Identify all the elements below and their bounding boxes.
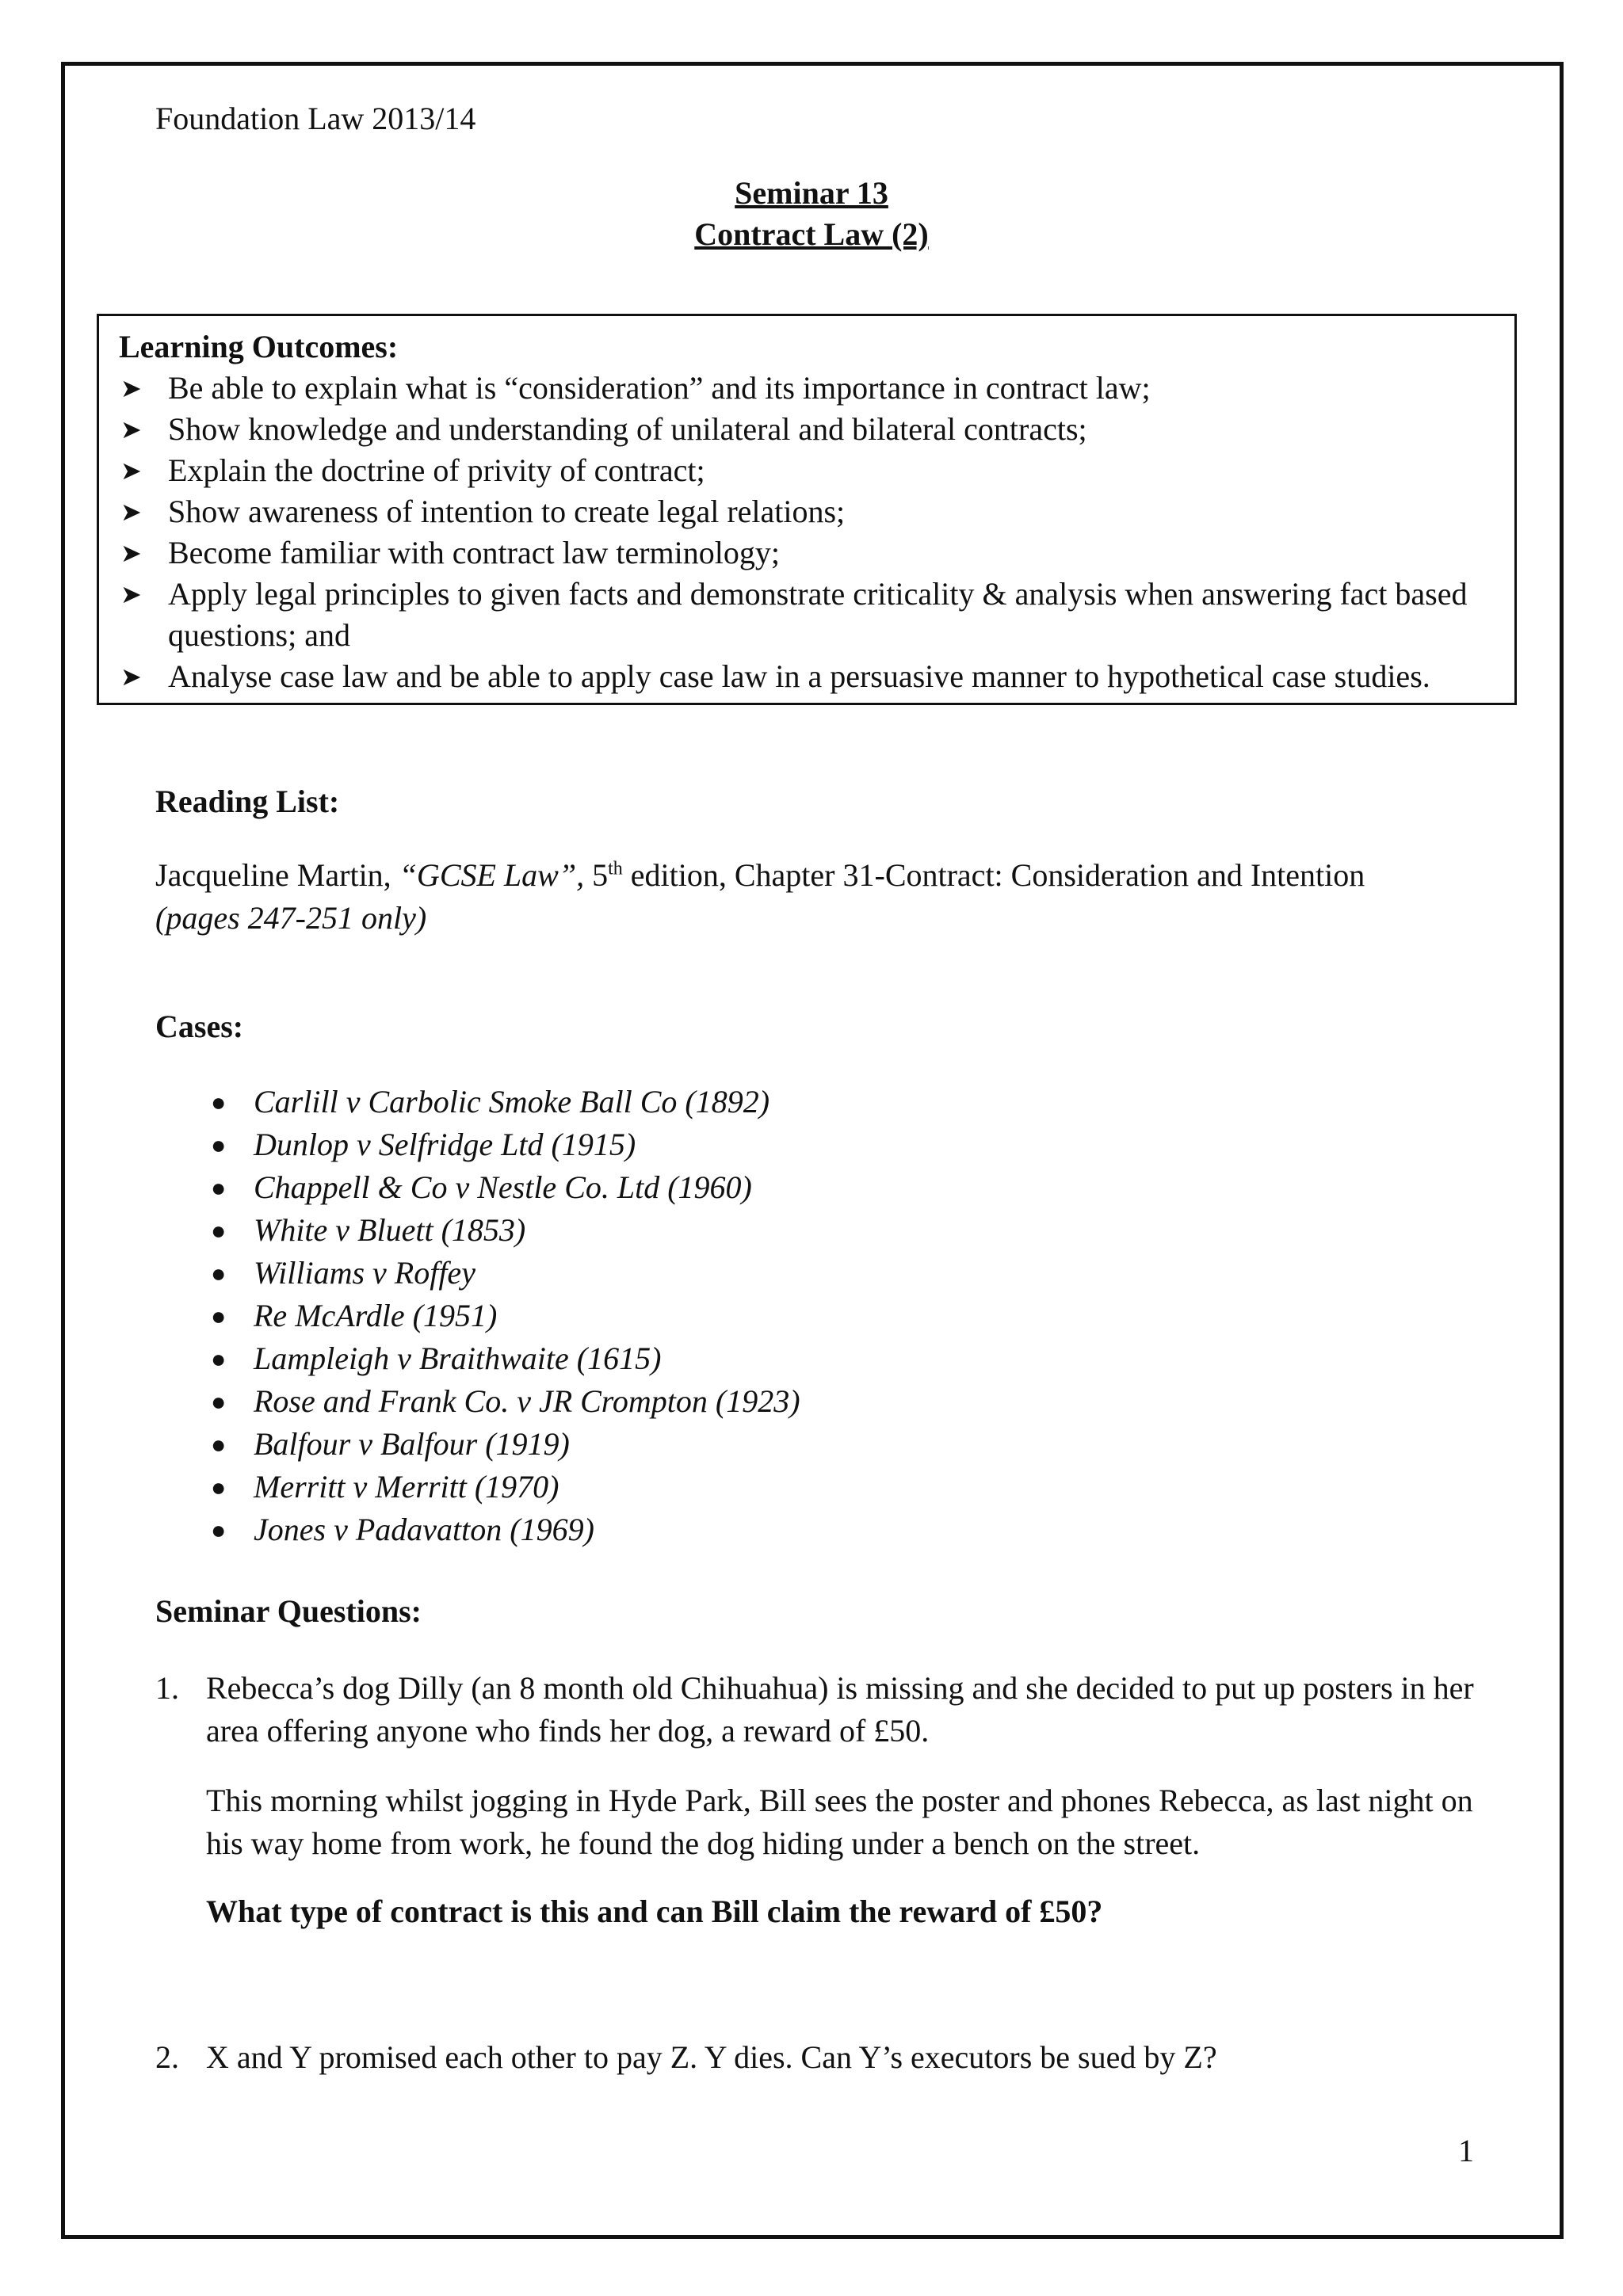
list-item: ● Balfour v Balfour (1919) <box>155 1423 800 1466</box>
disc-bullet-icon: ● <box>211 1259 227 1287</box>
list-item: ➤ Become familiar with contract law terminology; <box>119 532 1498 574</box>
page-number: 1 <box>1458 2133 1474 2168</box>
arrow-bullet-icon: ➤ <box>120 456 142 485</box>
reading-edition-suffix: th <box>608 858 623 879</box>
list-item: ● Carlill v Carbolic Smoke Ball Co (1892) <box>155 1081 800 1123</box>
disc-bullet-icon: ● <box>211 1516 227 1544</box>
course-header: Foundation Law 2013/14 <box>155 101 476 136</box>
disc-bullet-icon: ● <box>211 1302 227 1330</box>
list-item: ● Chappell & Co v Nestle Co. Ltd (1960) <box>155 1166 800 1209</box>
reading-book-title: “GCSE Law”, <box>399 857 585 893</box>
page-title <box>0 173 1623 255</box>
list-item: ➤ Be able to explain what is “consideration” and its importance in contract law; <box>119 368 1498 409</box>
seminar-topic: Contract Law (2) <box>694 216 929 252</box>
list-item: ➤ Apply legal principles to given facts and demonstrate criticality & analysis when answering fact based questions; and <box>119 574 1498 656</box>
reading-pages: (pages 247-251 only) <box>155 900 427 936</box>
arrow-bullet-icon: ➤ <box>120 374 142 402</box>
list-item: ➤ Show awareness of intention to create legal relations; <box>119 491 1498 532</box>
list-item: ➤ Explain the doctrine of privity of contract; <box>119 450 1498 491</box>
reading-chapter: edition, Chapter 31-Contract: Consideration and Intention <box>622 857 1365 893</box>
list-item: ● Williams v Roffey <box>155 1252 800 1295</box>
cases-list <box>155 1081 800 1551</box>
list-item: ● Merritt v Merritt (1970) <box>155 1466 800 1508</box>
list-item: ● Re McArdle (1951) <box>155 1295 800 1337</box>
reading-author: Jacqueline Martin, <box>155 857 399 893</box>
disc-bullet-icon: ● <box>211 1430 227 1459</box>
disc-bullet-icon: ● <box>211 1344 227 1373</box>
cases-heading: Cases: <box>155 1009 244 1044</box>
question-1-scenario: This morning whilst jogging in Hyde Park, Bill sees the poster and phones Rebecca, as last night on his way home from work, he found the dog hiding under a bench on the street. <box>206 1783 1473 1861</box>
reading-edition-number: 5 <box>584 857 609 893</box>
disc-bullet-icon: ● <box>211 1216 227 1245</box>
list-item: ● Dunlop v Selfridge Ltd (1915) <box>155 1123 800 1166</box>
list-item: ● Lampleigh v Braithwaite (1615) <box>155 1337 800 1380</box>
disc-bullet-icon: ● <box>211 1473 227 1501</box>
list-item: ● Jones v Padavatton (1969) <box>155 1508 800 1551</box>
arrow-bullet-icon: ➤ <box>120 498 142 526</box>
arrow-bullet-icon: ➤ <box>120 539 142 567</box>
disc-bullet-icon: ● <box>211 1131 227 1159</box>
question-number: 1. <box>155 1670 179 1706</box>
disc-bullet-icon: ● <box>211 1088 227 1116</box>
list-item: ● White v Bluett (1853) <box>155 1209 800 1252</box>
seminar-number: Seminar 13 <box>735 175 888 211</box>
question-2-text: X and Y promised each other to pay Z. Y dies. Can Y’s executors be sued by Z? <box>206 2039 1217 2075</box>
list-item: ● Rose and Frank Co. v JR Crompton (1923) <box>155 1380 800 1423</box>
learning-outcomes-heading: Learning Outcomes: <box>119 329 399 364</box>
question-1-text: Rebecca’s dog Dilly (an 8 month old Chihuahua) is missing and she decided to put up posters in her area offering anyone who finds her dog, a reward of £50. <box>206 1670 1474 1749</box>
arrow-bullet-icon: ➤ <box>120 415 142 444</box>
question-1-prompt: What type of contract is this and can Bill claim the reward of £50? <box>206 1894 1103 1929</box>
arrow-bullet-icon: ➤ <box>120 662 142 691</box>
disc-bullet-icon: ● <box>211 1387 227 1416</box>
reading-list-entry <box>155 854 1487 940</box>
list-item: ➤ Show knowledge and understanding of unilateral and bilateral contracts; <box>119 409 1498 450</box>
arrow-bullet-icon: ➤ <box>120 580 142 608</box>
disc-bullet-icon: ● <box>211 1173 227 1202</box>
seminar-questions-heading: Seminar Questions: <box>155 1593 422 1629</box>
reading-list-heading: Reading List: <box>155 784 340 819</box>
question-number: 2. <box>155 2039 179 2075</box>
list-item: ➤ Analyse case law and be able to apply case law in a persuasive manner to hypothetical case studies. <box>119 656 1498 697</box>
learning-outcomes-list <box>119 368 1498 697</box>
